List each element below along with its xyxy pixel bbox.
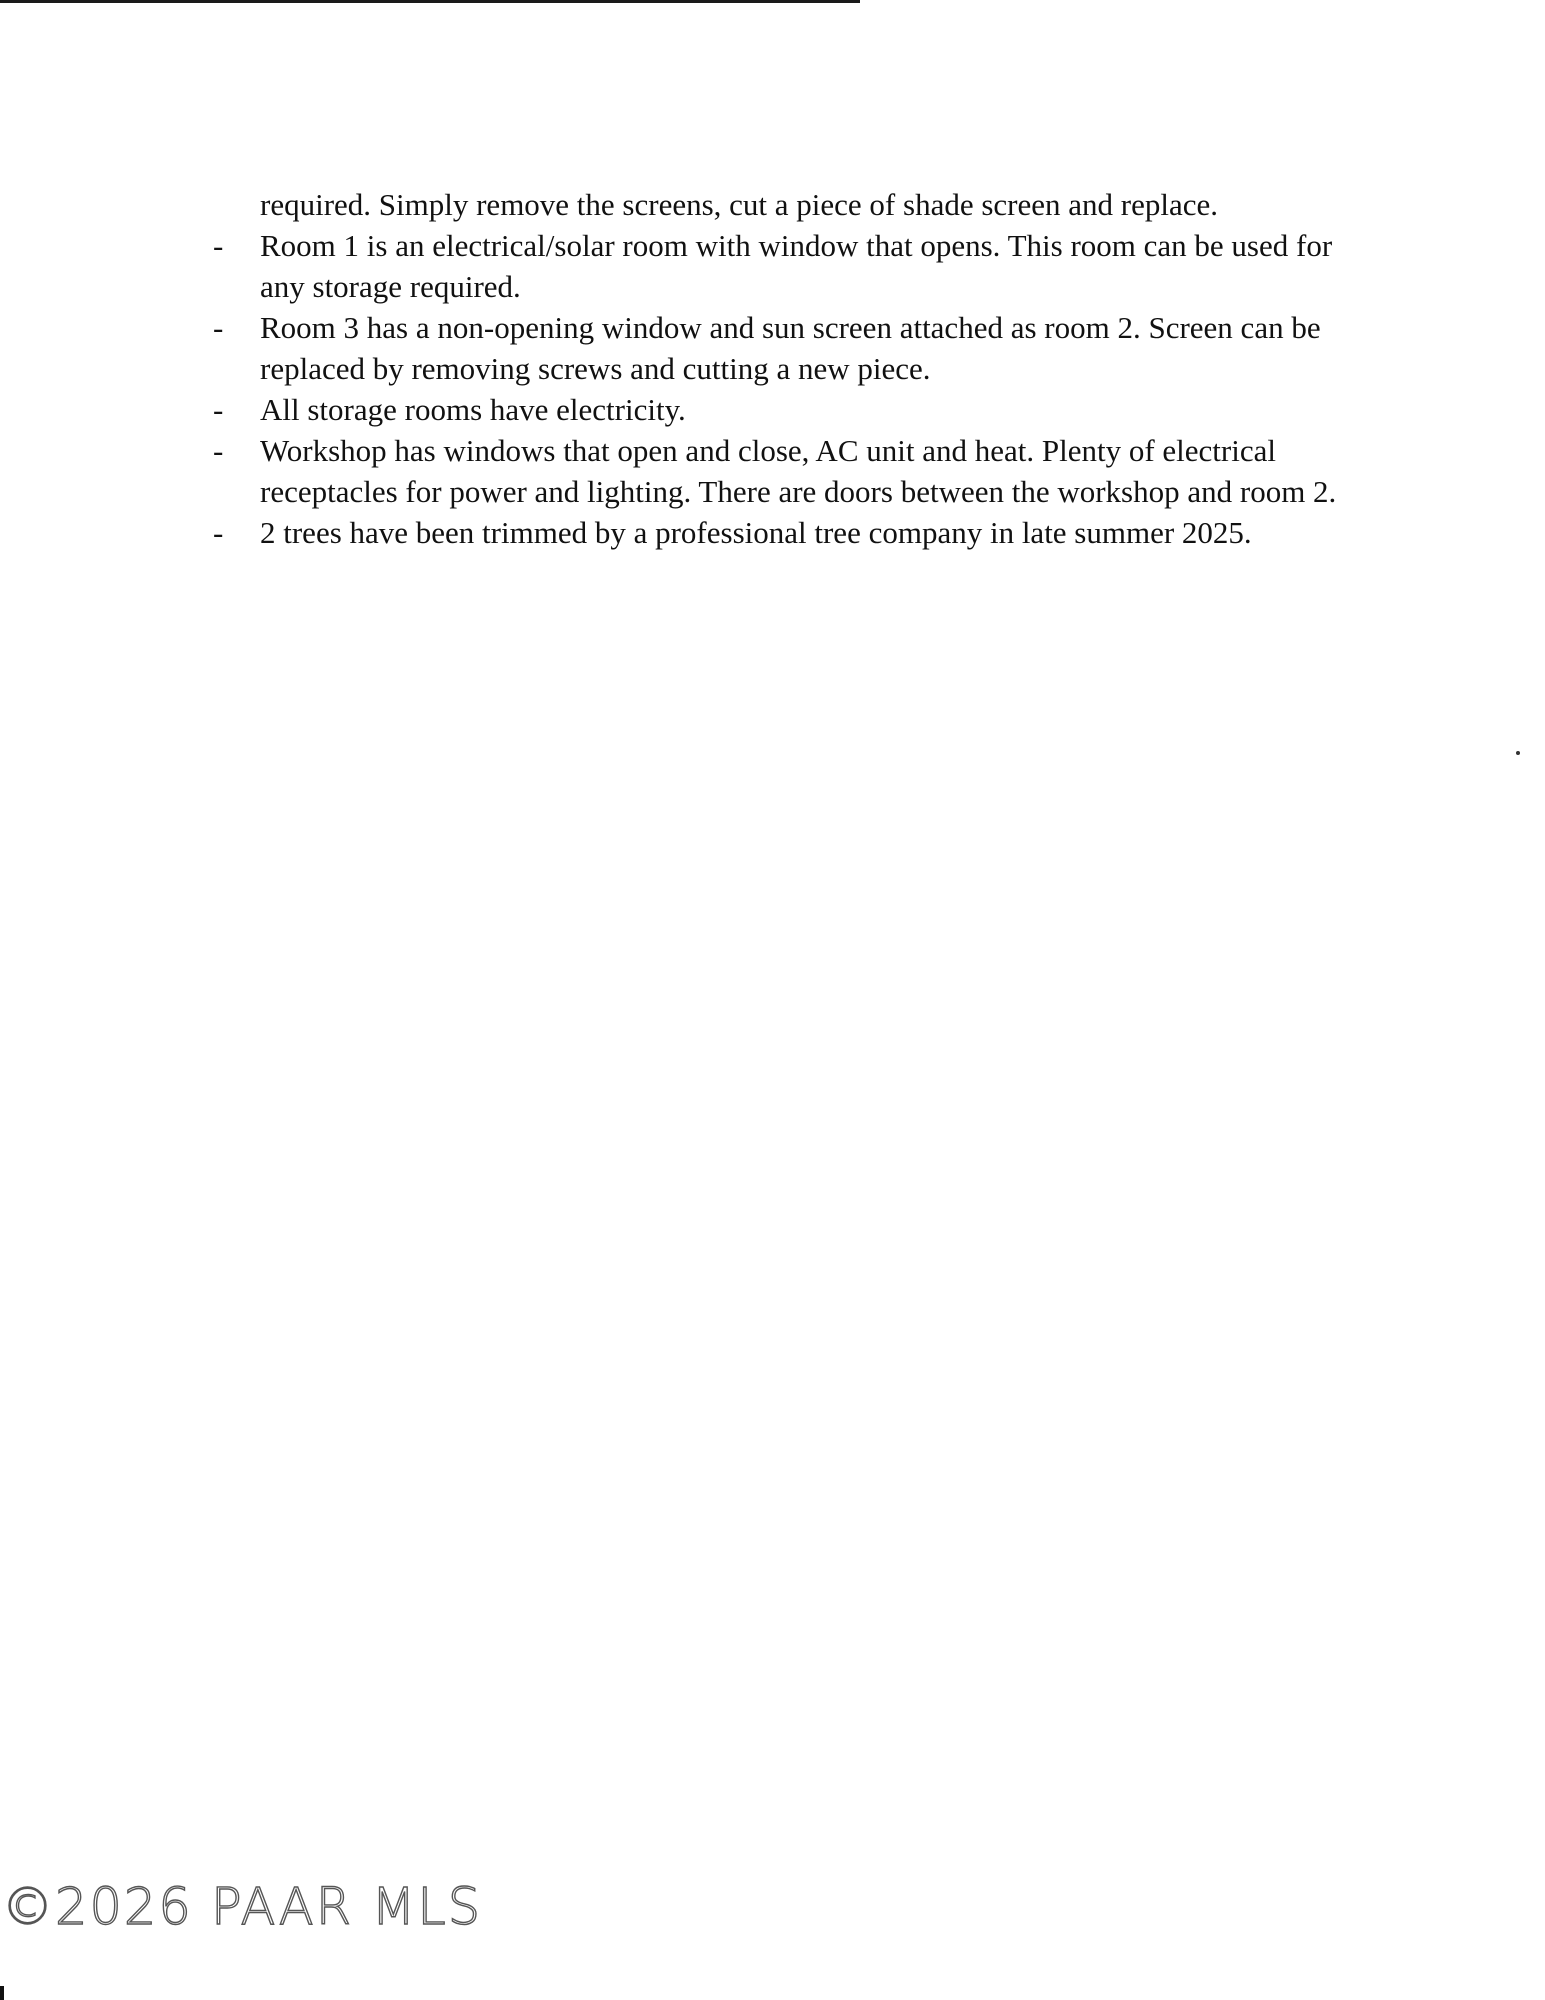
bullet-dash: -: [213, 392, 224, 427]
bullet-text: Workshop has windows that open and close, AC unit and heat. Plenty of electrical receptacles for power and lighting. There are doors between the workshop and room 2.: [260, 433, 1337, 509]
bullet-item-room-1: [210, 225, 1360, 307]
bullet-text: All storage rooms have electricity.: [260, 392, 686, 427]
top-scan-rule: [0, 0, 860, 3]
bullet-dash: -: [213, 515, 224, 550]
bullet-item-trees: [210, 512, 1360, 553]
bullet-text: 2 trees have been trimmed by a professional tree company in late summer 2025.: [260, 515, 1252, 550]
scan-corner-mark: [0, 1986, 4, 2000]
bullet-item-workshop: [210, 430, 1360, 512]
bullet-text: Room 1 is an electrical/solar room with window that opens. This room can be used for any storage required.: [260, 228, 1333, 304]
mls-watermark: ©2026 PAAR MLS: [2, 1878, 483, 1937]
bullet-dash: -: [213, 433, 224, 468]
continuation-paragraph: required. Simply remove the screens, cut a piece of shade screen and replace.: [260, 187, 1218, 222]
bullet-item-room-3: [210, 307, 1360, 389]
scan-speck: [1516, 751, 1520, 755]
bullet-dash: -: [213, 228, 224, 263]
bullet-text: Room 3 has a non-opening window and sun screen attached as room 2. Screen can be replaced by removing screws and cutting a new piece.: [260, 310, 1321, 386]
bullet-item-electricity: [210, 389, 1360, 430]
document-body: [210, 184, 1360, 553]
bullet-list: [210, 225, 1360, 553]
bullet-dash: -: [213, 310, 224, 345]
